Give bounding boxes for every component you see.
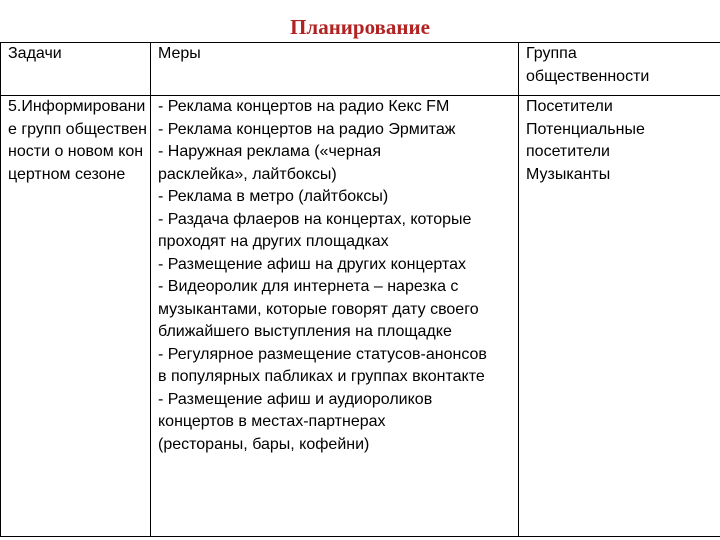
header-audience	[519, 43, 720, 96]
header-audience-label: Группа общественности	[526, 45, 650, 85]
header-measures-label: Меры	[158, 45, 201, 62]
measure-item: - Реклама концертов на радио Кекс FM	[158, 98, 450, 115]
audience-item: Музыканты	[526, 165, 611, 183]
measure-item: - Реклама в метро (лайтбоксы)	[158, 188, 389, 205]
task-text: 5.Информирование групп общественности о новом концертном сезоне	[8, 98, 147, 183]
table-header-row	[1, 43, 720, 96]
measures-cell	[151, 96, 519, 537]
measure-item: - Наружная реклама («черная расклейка», лайтбоксы)	[158, 143, 381, 183]
header-tasks	[1, 43, 151, 96]
measure-item: - Размещение афиш и аудиороликов концертов в местах-партнерах (рестораны, бары, кофейни)	[158, 390, 433, 453]
header-tasks-label: Задачи	[8, 45, 62, 62]
measure-item: - Видеоролик для интернета – нарезка с музыкантами, которые говорят дату своего ближайшего выступления на площадке	[158, 278, 479, 340]
measure-item: - Раздача флаеров на концертах, которые проходят на других площадках	[158, 210, 472, 250]
measure-item: - Размещение афиш на других концертах	[158, 255, 466, 273]
planning-table	[0, 42, 720, 537]
page-title: Планирование	[290, 15, 430, 39]
audience-item: Потенциальные посетители	[526, 120, 645, 160]
measure-item: - Регулярное размещение статусов-анонсов в популярных пабликах и группах вконтакте	[158, 345, 487, 385]
table-row	[1, 96, 720, 537]
audience-item: Посетители	[526, 98, 613, 115]
audience-cell	[519, 96, 720, 537]
task-cell	[1, 96, 151, 537]
header-measures	[151, 43, 519, 96]
measure-item: - Реклама концертов на радио Эрмитаж	[158, 120, 456, 138]
